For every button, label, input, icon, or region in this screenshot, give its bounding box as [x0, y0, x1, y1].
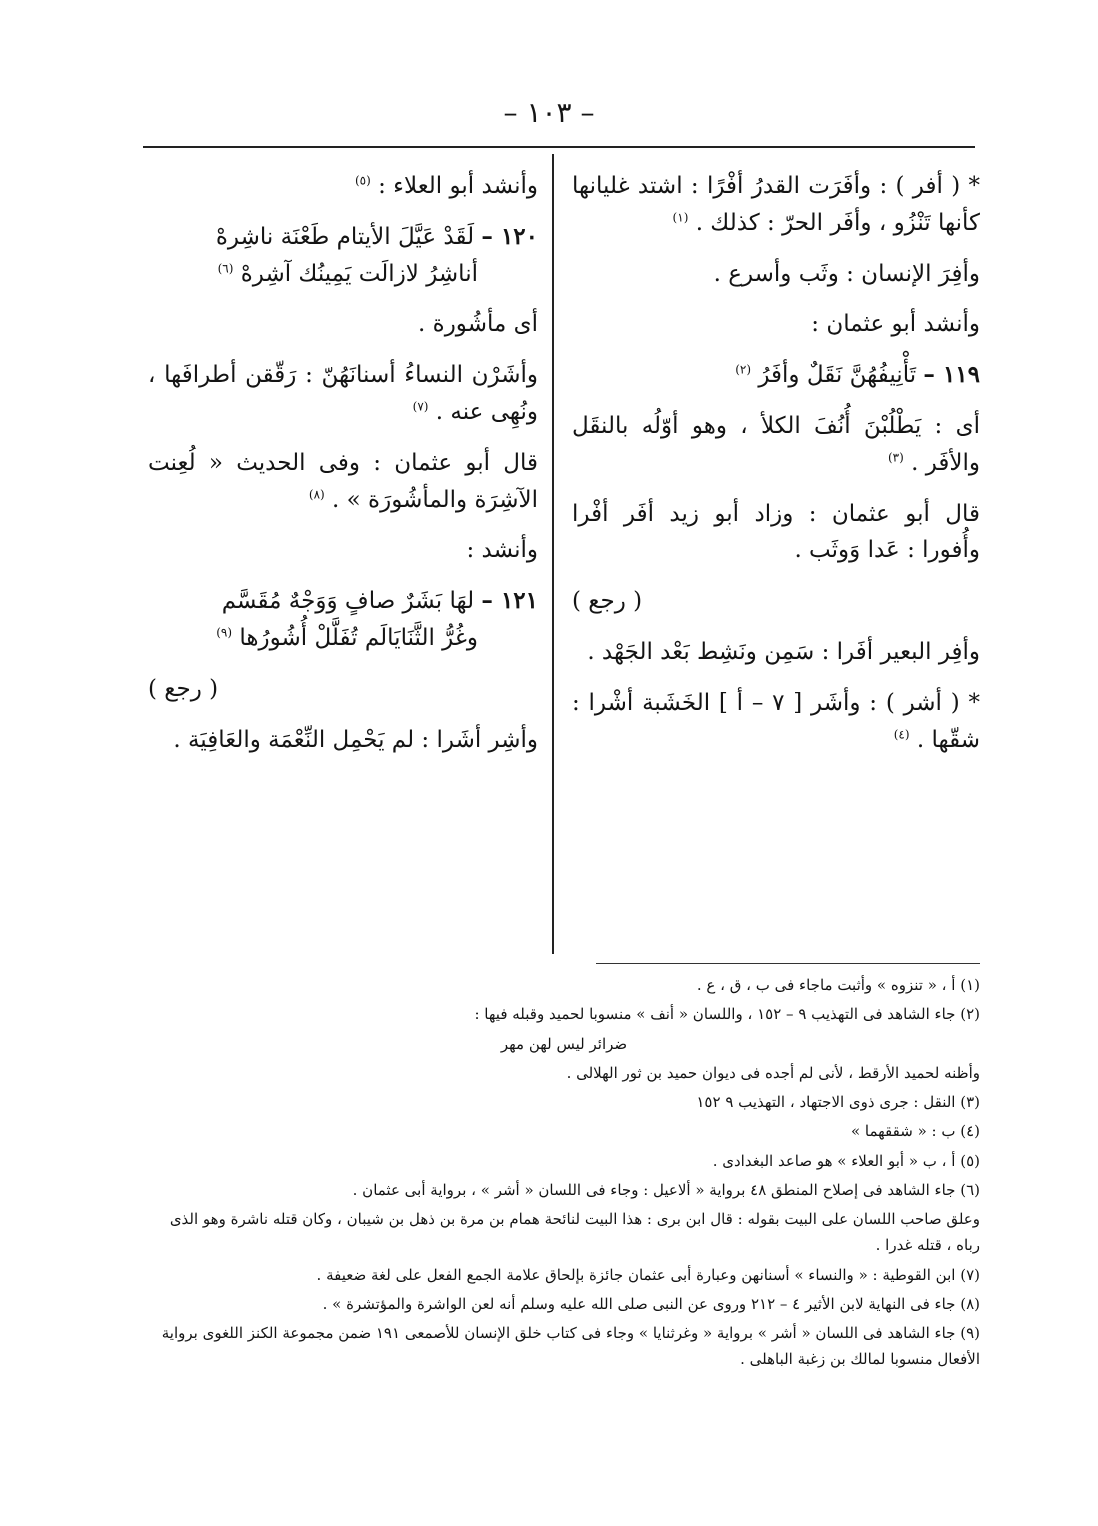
note-marker-1: (١)	[672, 210, 689, 225]
verse-120	[148, 219, 538, 293]
paragraph-text: وأنشد أبو العلاء :	[378, 173, 538, 199]
paragraph-text: وأشَرْن النساءُ أسنانَهُنّ : رَقّقن أطرافَها ، ونُهِى عنه .	[148, 362, 538, 425]
paragraph: قال أبو عثمان : وزاد أبو زيد أفَر أفْرا وأُفورا : عَدا وَوثَب .	[572, 500, 980, 564]
paragraph	[572, 408, 980, 482]
footnote: (٧) ابن القوطية : « والنساء » أسنانهن وعبارة أبى عثمان جائزة بإلحاق علامة الجمع الفعل على لغة ضعيفة .	[316, 1265, 980, 1284]
verse-text: لهَا بَشَرٌ صافٍ وَوَجْهٌ مُقَسَّم	[221, 588, 475, 615]
note-marker-5: (٥)	[354, 173, 371, 188]
note-marker-8: (٨)	[308, 486, 325, 501]
header-rule	[143, 146, 975, 148]
note-marker-3: (٣)	[887, 450, 904, 465]
paragraph: وأنشد أبو عثمان :	[811, 311, 980, 338]
footnote: (٥) أ ، ب « أبو العلاء » هو صاعد البغدادى .	[712, 1151, 980, 1170]
entry-afar-text: * ( أفر ) : وأفَرَت القدرُ أفْرًا : اشتد غليانها كأنها تَنْزُو ، وأفَر الحرّ : كذلك .	[572, 173, 980, 236]
verse-number: ١٢١ –	[481, 587, 538, 615]
verse-121	[148, 583, 538, 657]
verse-text: لَقَدْ عَيَّلَ الأيتام طَعْنَة ناشِرهْ	[215, 223, 475, 250]
verse-number: ١٢٠ –	[481, 222, 538, 250]
paragraph-text: أى : يَطْلُبْنَ أُنُفَ الكلأ ، وهو أوّلُه بالنقَل والأفَر .	[572, 412, 980, 476]
paragraph: وأنشد :	[466, 537, 538, 564]
paragraph: أى مأشُورة .	[418, 311, 538, 338]
footnote-rule	[596, 963, 980, 964]
rajaz-tag: ( رجع )	[148, 675, 219, 702]
note-marker-6: (٦)	[217, 260, 234, 275]
note-marker-4: (٤)	[893, 726, 910, 741]
footnote-continuation: وعلق صاحب اللسان على البيت بقوله : قال ابن برى : هذا البيت لنائحة همام بن مرة بن ذهل بن شيبان ، وكان قتله ناشرة وهو الذى رباه ، قتله غدرا .	[169, 1210, 980, 1255]
paragraph: وأفِرَ الإنسان : وثَب وأسرع .	[713, 260, 980, 287]
footnote: (١) أ ، « تنزوه » وأثبت ماجاء فى ب ، ق ، ع .	[696, 976, 980, 994]
right-column	[572, 168, 980, 772]
note-marker-7: (٧)	[412, 399, 429, 414]
footnote: (٤) ب : « شققهما »	[850, 1122, 980, 1141]
verse-number: ١١٩ –	[923, 361, 980, 389]
note-marker-9: (٩)	[216, 625, 233, 640]
verse-hemistich-1	[148, 583, 538, 620]
note-marker-2: (٢)	[735, 362, 752, 377]
footnotes	[148, 972, 980, 1376]
verse-hemistich-2	[148, 256, 538, 293]
paragraph	[148, 168, 538, 205]
paragraph	[148, 357, 538, 431]
page-number: – ١٠٣ –	[503, 96, 595, 129]
column-divider	[552, 154, 554, 954]
verse-text: أناشِرُ لازالَت يَمِينُك آشِرهْ	[240, 260, 478, 287]
footnote: (٣) النقل : جرى ذوى الاجتهاد ، التهذيب ٩ ١٥٢	[696, 1093, 980, 1111]
rajaz-tag: ( رجع )	[572, 588, 643, 615]
verse-hemistich-1	[148, 219, 538, 256]
entry-afar	[572, 168, 980, 242]
verse-119	[572, 357, 980, 394]
paragraph: وأشِر أشَرا : لم يَحْمِل النِّعْمَة والعَافِيَة .	[173, 726, 538, 753]
footnote: (٦) جاء الشاهد فى إصلاح المنطق ٤٨ برواية « ألاعيل : وجاء فى اللسان « أشر » ، برواية أبى عثمان .	[352, 1180, 980, 1199]
verse-text: تَأْنِيفُهُنَّ نَقَلٌ وأفَرُ	[758, 362, 917, 389]
footnote: (٨) جاء فى النهاية لابن الأثير ٤ – ٢١٢ وروى عن النبى صلى الله عليه وسلم أنه لعن الواشرة والمؤتشرة » .	[322, 1294, 980, 1313]
left-column	[148, 168, 538, 772]
footnote: (٩) جاء الشاهد فى اللسان « أشر » برواية « وغرثنايا » وجاء فى كتاب خلق الإنسان للأصمعى ١٩١ ضمن مجموعة الكنز اللغوى برواية الأفعال منسوبا لمالك بن زغبة الباهلى .	[161, 1324, 980, 1369]
footnote: (٢) جاء الشاهد فى التهذيب ٩ – ١٥٢ ، واللسان « أنف » منسوبا لحميد وقبله فيها :	[474, 1005, 980, 1024]
paragraph	[148, 445, 538, 519]
paragraph-text: قال أبو عثمان : وفى الحديث « لُعِنت الآشِرَة والمأشُورَة » .	[148, 449, 538, 513]
verse-text: وغُرُّ الثَّنَايَالَم تُفَلَّلْ أُشُورُها	[239, 624, 478, 651]
paragraph: وأفِر البعير أفَرا : سَمِن ونَشِط بَعْد الجَهْد .	[587, 638, 980, 665]
entry-ashar-text: * ( أشر ) : وأشَر [ ٧ – أ ] الخَشَبة أشْرا : شقّها .	[572, 689, 980, 753]
entry-ashar	[572, 685, 980, 759]
footnote-continuation: وأظنه لحميد الأرقط ، لأنى لم أجده فى ديوان حميد بن ثور الهلالى .	[566, 1063, 980, 1082]
verse-hemistich-2	[148, 620, 538, 657]
footnote-verse: ضرائر ليس لهن مهر	[500, 1034, 628, 1053]
